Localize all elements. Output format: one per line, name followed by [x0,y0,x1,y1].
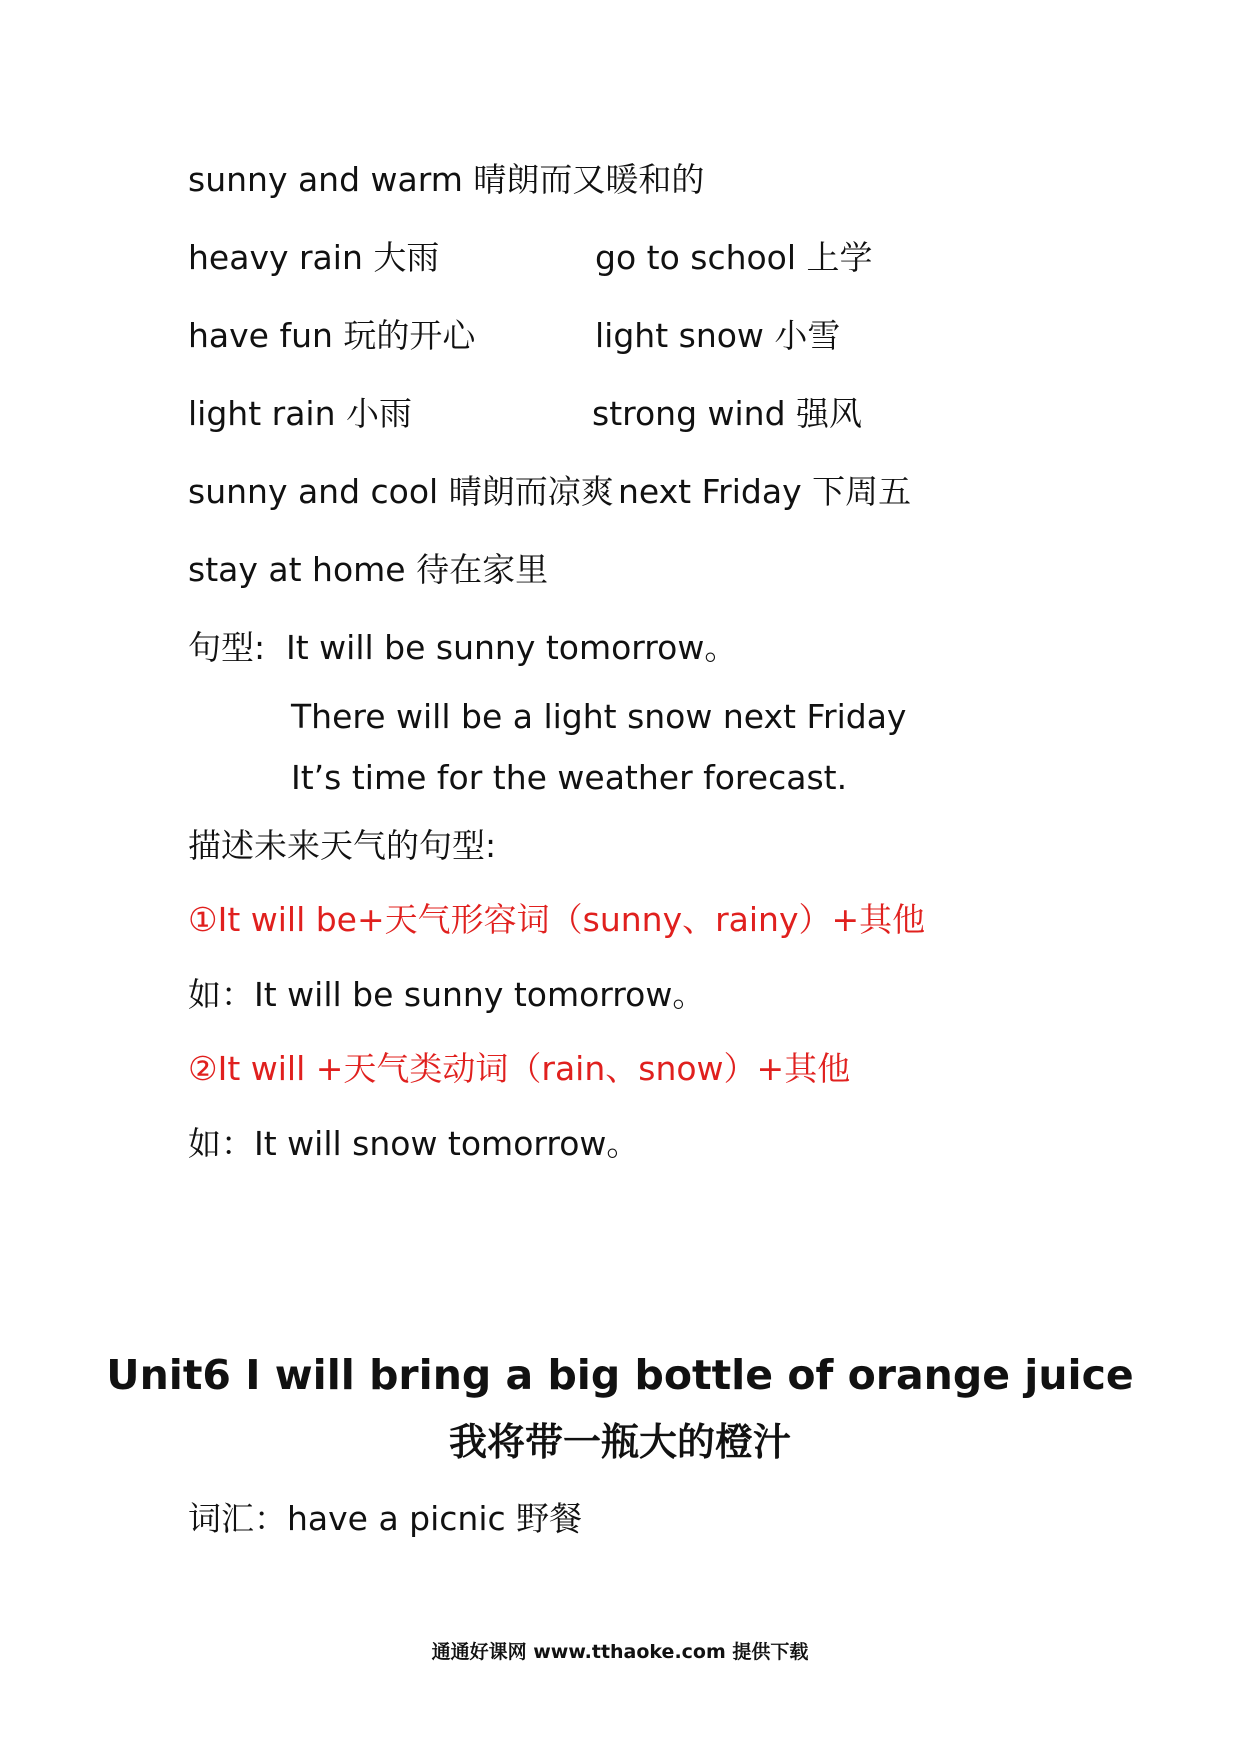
vocab-heavy-rain: heavy rain 大雨 [188,238,440,277]
vocab-sunny-and-warm: sunny and warm 晴朗而又暖和的 [188,160,705,199]
sentence-pattern-label: 句型: [188,628,266,667]
vocab-next-friday: next Friday 下周五 [618,472,912,511]
vocab-go-to-school: go to school 上学 [595,238,873,277]
sentence-pattern-1: It will be sunny tomorrow。 [286,628,738,667]
future-weather-rule-1: ①It will be+天气形容词（sunny、rainy）+其他 [188,900,926,939]
page-footer: 通通好课网 www.tthaoke.com 提供下载 [431,1641,809,1663]
vocab-light-rain: light rain 小雨 [188,394,412,433]
unit6-vocab-line: 词汇：have a picnic 野餐 [188,1499,583,1538]
unit6-title-english: Unit6 I will bring a big bottle of orange juice [106,1351,1134,1399]
vocab-sunny-and-cool: sunny and cool 晴朗而凉爽 [188,472,614,511]
future-weather-heading: 描述未来天气的句型: [188,826,497,865]
sentence-pattern-2: There will be a light snow next Friday [291,697,907,736]
unit6-title-chinese: 我将带一瓶大的橙汁 [448,1420,791,1464]
vocab-have-fun: have fun 玩的开心 [188,316,476,355]
sentence-pattern-3: It’s time for the weather forecast. [291,758,848,797]
vocab-stay-at-home: stay at home 待在家里 [188,550,549,589]
future-weather-example-2: 如：It will snow tomorrow。 [188,1124,640,1163]
vocab-strong-wind: strong wind 强风 [592,394,863,433]
future-weather-example-1: 如：It will be sunny tomorrow。 [188,975,706,1014]
future-weather-rule-2: ②It will +天气类动词（rain、snow）+其他 [188,1049,851,1088]
vocab-light-snow: light snow 小雪 [595,316,841,355]
